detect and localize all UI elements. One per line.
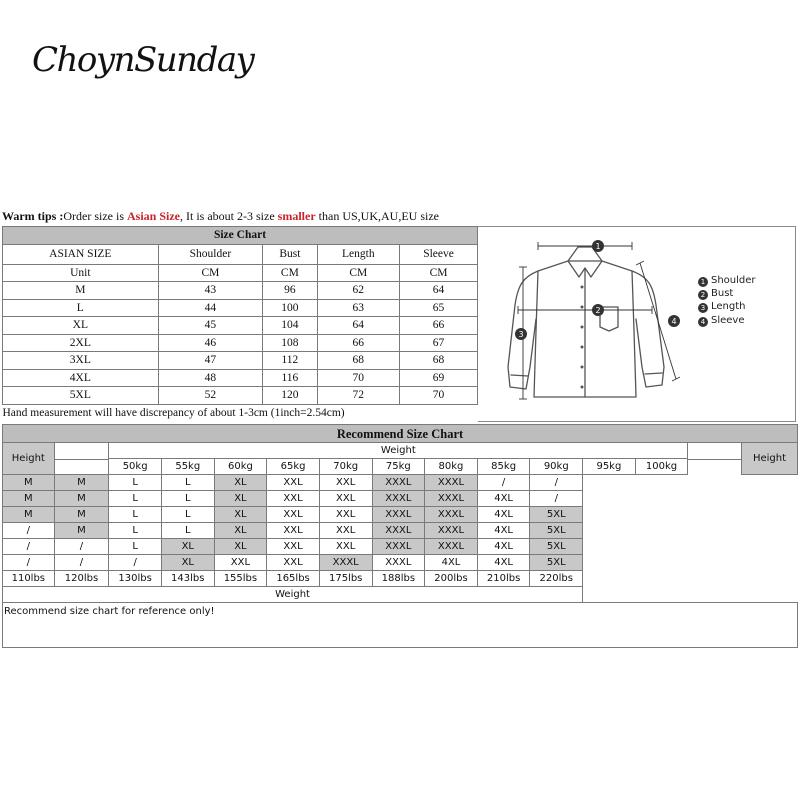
- size-chart-note: Hand measurement will have discrepancy of about 1-3cm (1inch=2.54cm): [2, 406, 345, 419]
- recommend-size-table: [2, 424, 798, 648]
- size-chart-cell: 116: [263, 369, 317, 387]
- recommend-size-cell: 4XL: [477, 555, 530, 571]
- legend-length: 3 Length: [698, 300, 756, 313]
- size-chart-cell: 52: [158, 387, 263, 405]
- size-chart-cell: 66: [317, 334, 400, 352]
- recommend-size-cell: XXL: [319, 507, 372, 523]
- size-chart-cell: 96: [263, 282, 317, 300]
- recommend-size-cell: XL: [214, 507, 267, 523]
- recommend-row: [3, 555, 798, 571]
- recommend-size-cell: XL: [214, 523, 267, 539]
- size-chart-row: [3, 334, 478, 352]
- recommend-size-cell: XXXL: [425, 491, 478, 507]
- recommend-size-cell: XXXL: [425, 539, 478, 555]
- tips-smaller: smaller: [277, 209, 316, 223]
- recommend-size-cell: 5XL: [530, 539, 583, 555]
- size-chart-cell: 62: [317, 282, 400, 300]
- size-chart-cell: 112: [263, 352, 317, 370]
- recommend-size-cell: 5XL: [530, 523, 583, 539]
- weight-lbs-cell: 155lbs: [214, 571, 267, 587]
- recommend-row: [3, 507, 798, 523]
- brand-logo: ChoynSunday: [32, 40, 254, 80]
- weight-label-bottom: Weight: [3, 587, 583, 603]
- recommend-size-cell: /: [477, 475, 530, 491]
- recommend-size-cell: XXXL: [372, 491, 425, 507]
- weight-kg-cell: 95kg: [583, 459, 636, 475]
- recommend-size-cell: /: [3, 555, 55, 571]
- size-chart-unit-cell: CM: [400, 264, 478, 282]
- size-chart-cell: 65: [400, 299, 478, 317]
- svg-text:2: 2: [595, 306, 601, 315]
- weight-kg-cell: 65kg: [267, 459, 320, 475]
- diagram-marker-1: [592, 240, 604, 252]
- recommend-size-cell: 4XL: [477, 491, 530, 507]
- size-chart-cell: 69: [400, 369, 478, 387]
- size-chart-cell: 72: [317, 387, 400, 405]
- size-chart-col-header: ASIAN SIZE: [3, 244, 159, 264]
- height-ft-column: [688, 443, 741, 475]
- weight-lbs-cell: 220lbs: [530, 571, 583, 587]
- size-chart-title: Size Chart: [3, 227, 478, 245]
- recommend-size-cell: M: [54, 491, 109, 507]
- recommend-size-cell: L: [161, 475, 214, 491]
- recommend-size-cell: L: [109, 523, 162, 539]
- svg-text:4: 4: [671, 317, 677, 326]
- recommend-size-cell: M: [54, 475, 109, 491]
- size-chart-cell: 70: [317, 369, 400, 387]
- recommend-size-cell: XXXL: [372, 523, 425, 539]
- recommend-size-cell: XL: [161, 539, 214, 555]
- recommend-size-cell: M: [54, 507, 109, 523]
- size-chart-cell: 44: [158, 299, 263, 317]
- size-chart-cell: 46: [158, 334, 263, 352]
- recommend-row: [3, 523, 798, 539]
- recommend-size-cell: XXL: [319, 539, 372, 555]
- recommend-size-cell: L: [161, 491, 214, 507]
- weight-lbs-cell: 175lbs: [319, 571, 372, 587]
- recommend-size-cell: XXXL: [425, 523, 478, 539]
- size-chart-unit-cell: CM: [158, 264, 263, 282]
- recommend-size-cell: XXL: [319, 475, 372, 491]
- tips-asian-size: Asian Size: [127, 209, 181, 223]
- weight-lbs-cell: 110lbs: [3, 571, 55, 587]
- size-chart-cell: L: [3, 299, 159, 317]
- size-chart-cell: 100: [263, 299, 317, 317]
- height-col-right-frame: [688, 443, 742, 475]
- size-chart-cell: 66: [400, 317, 478, 335]
- size-chart-row: [3, 282, 478, 300]
- weight-lbs-cell: 188lbs: [372, 571, 425, 587]
- weight-lbs-cell: 143lbs: [161, 571, 214, 587]
- size-chart-cell: 63: [317, 299, 400, 317]
- weight-lbs-cell: 130lbs: [109, 571, 162, 587]
- weight-kg-cell: 90kg: [530, 459, 583, 475]
- height-label-right: Height: [742, 443, 798, 475]
- size-chart-col-header: Bust: [263, 244, 317, 264]
- size-chart-row: [3, 299, 478, 317]
- recommend-size-cell: XXL: [319, 491, 372, 507]
- weight-kg-cell: 55kg: [161, 459, 214, 475]
- recommend-size-cell: 4XL: [477, 507, 530, 523]
- size-chart-table: [2, 226, 478, 421]
- recommend-size-cell: M: [54, 523, 109, 539]
- size-chart-unit-cell: CM: [263, 264, 317, 282]
- measurement-legend: [698, 274, 756, 327]
- size-chart-cell: XL: [3, 317, 159, 335]
- weight-kg-cell: 60kg: [214, 459, 267, 475]
- tips-text-1: Order size is: [63, 209, 127, 223]
- size-chart-cell: 47: [158, 352, 263, 370]
- size-chart-row: [3, 387, 478, 405]
- recommend-size-cell: 4XL: [477, 523, 530, 539]
- size-chart-cell: 68: [317, 352, 400, 370]
- recommend-footer: Recommend size chart for reference only!: [3, 603, 798, 648]
- recommend-size-cell: /: [3, 539, 55, 555]
- recommend-size-cell: XXL: [319, 523, 372, 539]
- height-ft-blank: [688, 459, 741, 475]
- recommend-size-cell: /: [530, 491, 583, 507]
- size-chart-cell: 64: [400, 282, 478, 300]
- size-chart-col-header: Length: [317, 244, 400, 264]
- recommend-size-cell: XXL: [267, 491, 320, 507]
- size-chart-cell: 108: [263, 334, 317, 352]
- recommend-size-cell: M: [3, 475, 55, 491]
- recommend-size-cell: 5XL: [530, 555, 583, 571]
- weight-kg-cell: 70kg: [319, 459, 372, 475]
- recommend-size-cell: 5XL: [530, 507, 583, 523]
- size-chart-unit-cell: CM: [317, 264, 400, 282]
- size-chart-cell: 48: [158, 369, 263, 387]
- size-chart-row: [3, 317, 478, 335]
- recommend-size-cell: L: [109, 475, 162, 491]
- recommend-size-cell: XXXL: [372, 555, 425, 571]
- size-chart-cell: 70: [400, 387, 478, 405]
- recommend-size-cell: XXXL: [425, 475, 478, 491]
- legend-bust: 2 Bust: [698, 287, 756, 300]
- recommend-size-cell: XXL: [214, 555, 267, 571]
- size-chart-cell: 5XL: [3, 387, 159, 405]
- recommend-row: [3, 539, 798, 555]
- recommend-size-cell: 4XL: [425, 555, 478, 571]
- recommend-size-cell: XL: [161, 555, 214, 571]
- size-chart-col-header: Sleeve: [400, 244, 478, 264]
- size-chart-cell: 104: [263, 317, 317, 335]
- recommend-size-cell: L: [109, 539, 162, 555]
- height-cm-column: [55, 443, 109, 474]
- weight-kg-cell: 50kg: [109, 459, 162, 475]
- tips-label: Warm tips :: [2, 209, 64, 223]
- recommend-row: [3, 491, 798, 507]
- svg-text:3: 3: [518, 330, 524, 339]
- recommend-size-cell: L: [161, 507, 214, 523]
- size-chart-row: [3, 369, 478, 387]
- recommend-size-cell: L: [109, 491, 162, 507]
- diagram-marker-2: [592, 304, 604, 316]
- size-chart-row: [3, 352, 478, 370]
- weight-lbs-cell: 120lbs: [54, 571, 109, 587]
- recommend-size-cell: L: [161, 523, 214, 539]
- recommend-size-cell: 4XL: [477, 539, 530, 555]
- height-label-left: Height: [3, 443, 55, 475]
- size-chart-cell: 2XL: [3, 334, 159, 352]
- size-chart-cell: 64: [317, 317, 400, 335]
- recommend-size-cell: XL: [214, 539, 267, 555]
- recommend-size-cell: XXXL: [425, 507, 478, 523]
- size-chart-cell: M: [3, 282, 159, 300]
- recommend-row: [3, 475, 798, 491]
- recommend-size-cell: XL: [214, 475, 267, 491]
- recommend-size-cell: XXL: [267, 507, 320, 523]
- height-cm-blank: [55, 459, 109, 475]
- recommend-size-cell: XXXL: [372, 539, 425, 555]
- recommend-size-cell: L: [109, 507, 162, 523]
- warm-tips: [2, 209, 439, 224]
- recommend-size-cell: XXL: [267, 555, 320, 571]
- recommend-size-cell: /: [530, 475, 583, 491]
- recommend-size-cell: XXL: [267, 475, 320, 491]
- tips-text-3: than US,UK,AU,EU size: [315, 209, 439, 223]
- recommend-size-cell: XXXL: [372, 475, 425, 491]
- weight-lbs-cell: 165lbs: [267, 571, 320, 587]
- recommend-size-cell: XL: [214, 491, 267, 507]
- weight-lbs-cell: 200lbs: [425, 571, 478, 587]
- recommend-size-cell: /: [109, 555, 162, 571]
- size-chart-cell: 68: [400, 352, 478, 370]
- recommend-size-cell: XXXL: [319, 555, 372, 571]
- svg-text:1: 1: [595, 242, 601, 251]
- height-col-left-frame: [54, 443, 109, 475]
- legend-shoulder: 1 Shoulder: [698, 274, 756, 287]
- diagram-marker-3: [515, 328, 527, 340]
- size-chart-unit-cell: Unit: [3, 264, 159, 282]
- size-chart-cell: 120: [263, 387, 317, 405]
- weight-kg-cell: 100kg: [635, 459, 688, 475]
- size-chart-col-header: Shoulder: [158, 244, 263, 264]
- weight-kg-cell: 85kg: [477, 459, 530, 475]
- size-chart-cell: 45: [158, 317, 263, 335]
- recommend-size-cell: /: [54, 555, 109, 571]
- size-chart-cell: 43: [158, 282, 263, 300]
- recommend-size-cell: M: [3, 491, 55, 507]
- recommend-size-cell: XXL: [267, 523, 320, 539]
- size-chart-cell: 3XL: [3, 352, 159, 370]
- weight-lbs-cell: 210lbs: [477, 571, 530, 587]
- weight-kg-cell: 75kg: [372, 459, 425, 475]
- recommend-size-cell: XXXL: [372, 507, 425, 523]
- weight-kg-cell: 80kg: [425, 459, 478, 475]
- recommend-title: Recommend Size Chart: [3, 425, 798, 443]
- size-chart-cell: 67: [400, 334, 478, 352]
- diagram-marker-4: [668, 315, 680, 327]
- tips-text-2: , It is about 2-3 size: [180, 209, 278, 223]
- recommend-size-cell: /: [3, 523, 55, 539]
- recommend-size-cell: M: [3, 507, 55, 523]
- recommend-size-cell: XXL: [267, 539, 320, 555]
- legend-sleeve: 4 Sleeve: [698, 314, 756, 327]
- recommend-size-cell: /: [54, 539, 109, 555]
- size-chart-cell: 4XL: [3, 369, 159, 387]
- weight-label-top: Weight: [109, 443, 688, 459]
